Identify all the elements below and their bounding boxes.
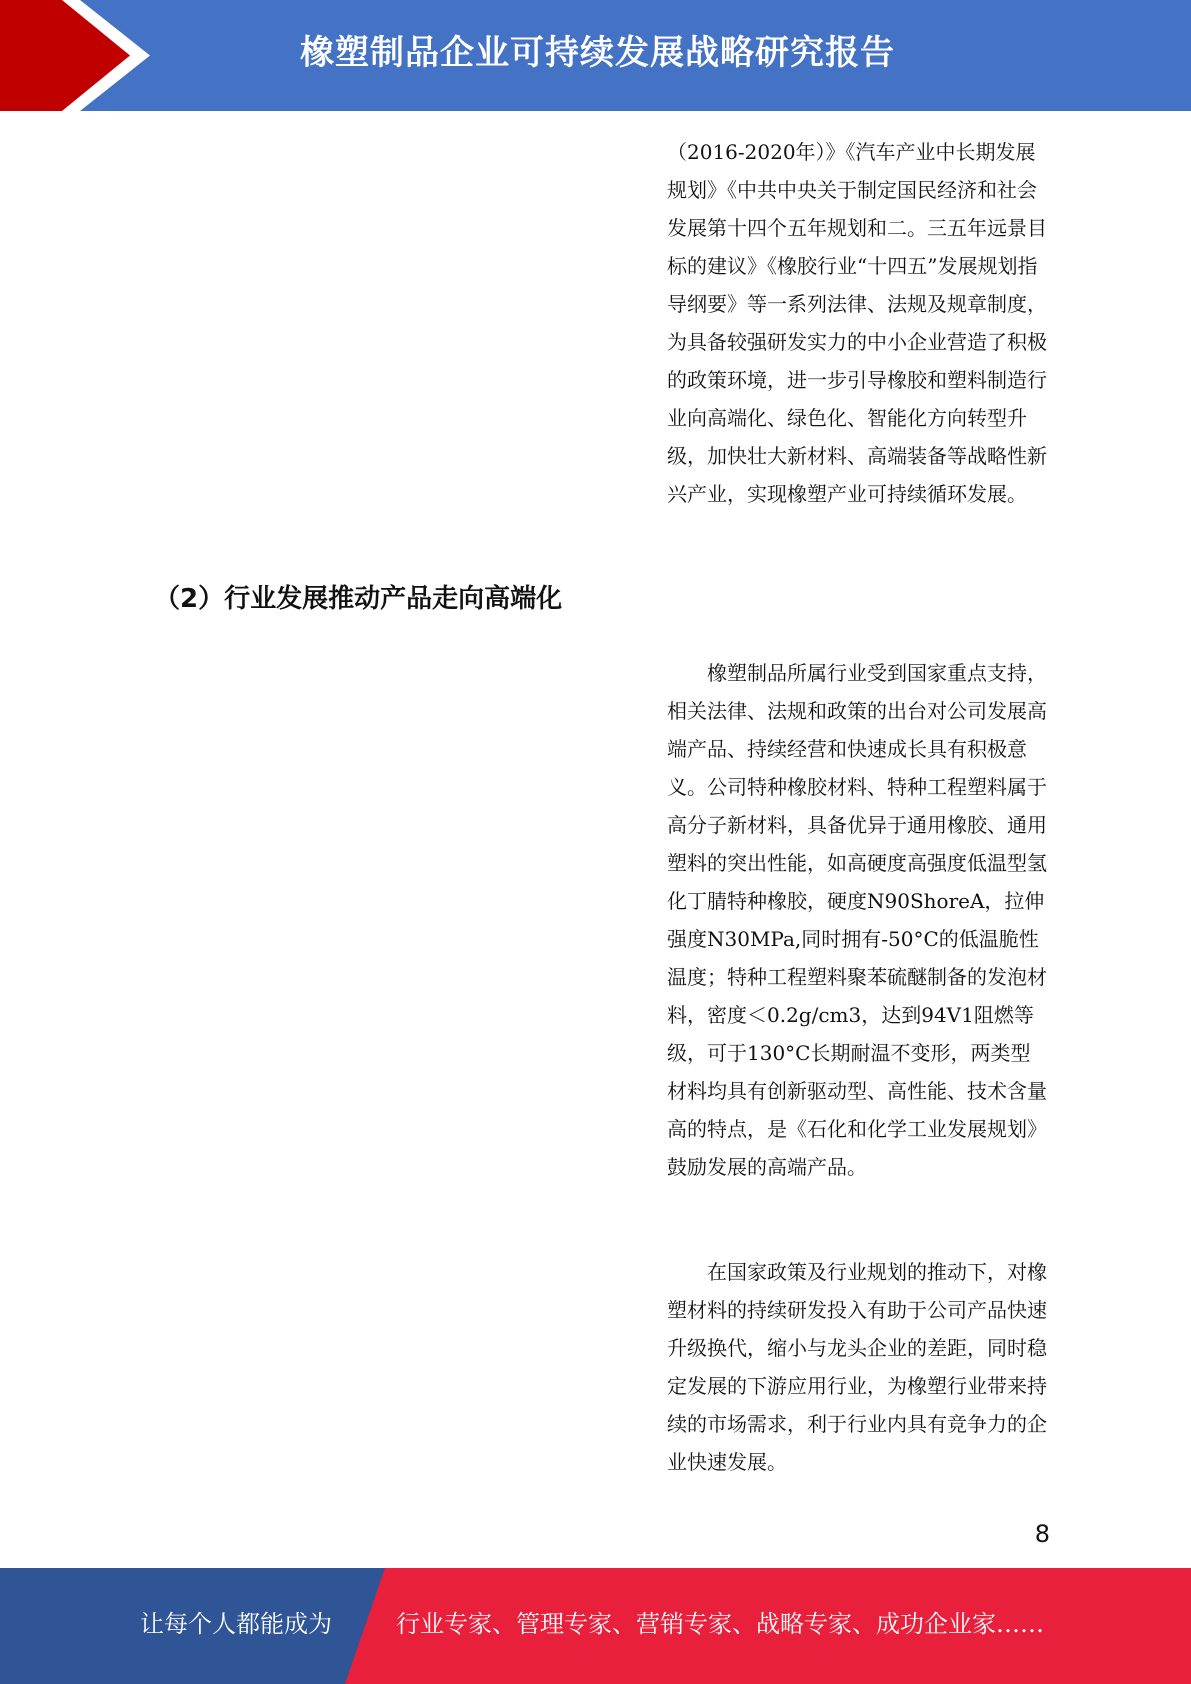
footer-slogan-right: 行业专家、管理专家、营销专家、战略专家、成功企业家…… bbox=[396, 1610, 1044, 1638]
page-number: 8 bbox=[1034, 1520, 1050, 1548]
body-paragraph: 橡塑制品所属行业受到国家重点支持，相关法律、法规和政策的出台对公司发展高端产品、持续经营和快速成长具有积极意义。公司特种橡胶材料、特种工程塑料属于高分子新材料，具备优异于通用橡胶、通用塑料的突出性能，如高硬度高强度低温型氢化丁腈特种橡胶，硬度N90ShoreA，拉伸强度N30MPa,同时拥有-50°C的低温脆性温度；特种工程塑料聚苯硫醚制备的发泡材料，密度＜0.2g/cm3，达到94V1阻燃等级，可于130°C长期耐温不变形，两类型材料均具有创新驱动型、高性能、技术含量高的特点，是《石化和化学工业发展规划》鼓励发展的高端产品。 bbox=[667, 661, 1047, 1179]
body-paragraph: （2016-2020年）》《汽车产业中长期发展规划》《中共中央关于制定国民经济和社会发展第十四个五年规划和二。三五年远景目标的建议》《橡胶行业“十四五”发展规划指导纲要》等一系列法律、法规及规章制度，为具备较强研发实力的中小企业营造了积极的政策环境，进一步引导橡胶和塑料制造行业向高端化、绿色化、智能化方向转型升级，加快壮大新材料、高端装备等战略性新兴产业，实现橡塑产业可持续循环发展。 bbox=[667, 140, 1047, 506]
footer-bar bbox=[0, 1568, 1191, 1684]
header-chevron-decoration bbox=[0, 0, 160, 111]
header-bar bbox=[0, 0, 1191, 111]
footer-slogan-left: 让每个人都能成为 bbox=[140, 1610, 332, 1638]
body-paragraph: 在国家政策及行业规划的推动下，对橡塑材料的持续研发投入有助于公司产品快速升级换代，缩小与龙头企业的差距，同时稳定发展的下游应用行业，为橡塑行业带来持续的市场需求，利于行业内具有竞争力的企业快速发展。 bbox=[667, 1260, 1047, 1474]
document-title: 橡塑制品企业可持续发展战略研究报告 bbox=[300, 33, 895, 73]
section-heading: （2）行业发展推动产品走向高端化 bbox=[154, 584, 563, 614]
